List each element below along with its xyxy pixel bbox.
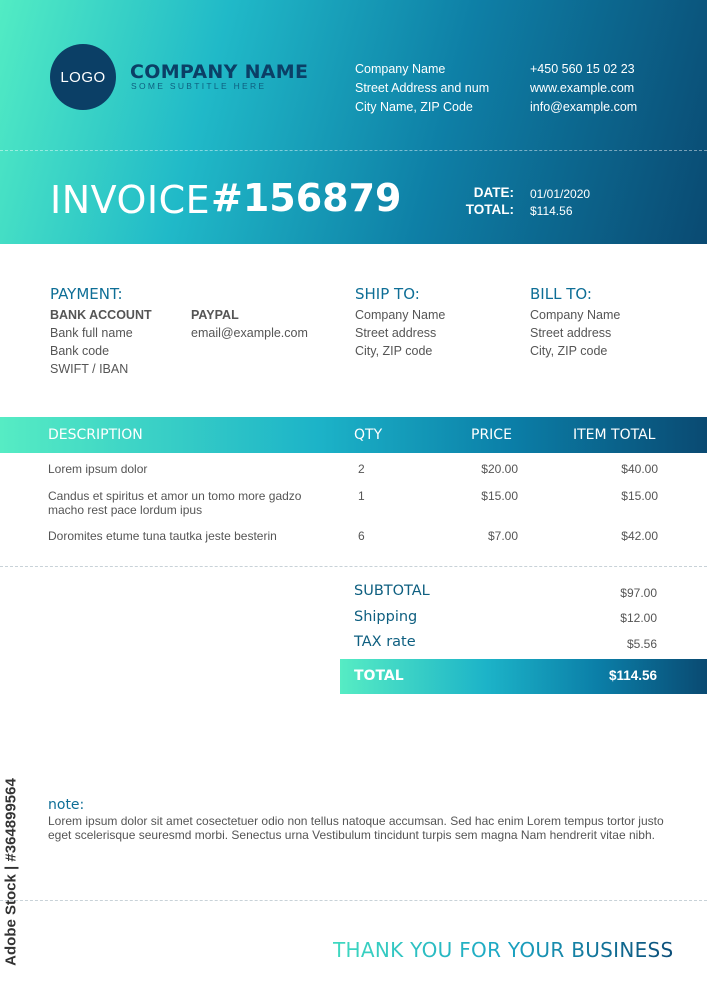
paypal-block [191, 306, 308, 342]
item-description: Lorem ipsum dolor [48, 462, 148, 476]
item-description: Candus et spiritus et amor un tomo more gadzo macho rest pace lordum ipus [48, 489, 302, 517]
item-price: $7.00 [487, 529, 518, 543]
tax-value: $5.56 [626, 637, 657, 651]
company-contact [530, 60, 637, 117]
bill-to-line: City, ZIP code [530, 344, 608, 358]
ship-to-line: Street address [355, 326, 437, 340]
header-divider [0, 150, 707, 151]
date-value: 01/01/2020 [530, 187, 591, 201]
item-qty: 2 [358, 462, 365, 476]
invoice-number: #156879 [211, 176, 402, 220]
invoice-meta-labels [440, 184, 514, 218]
tax-label: TAX rate [354, 634, 416, 650]
address-line: Street Address and num [355, 81, 490, 95]
item-total: $40.00 [621, 462, 658, 476]
ship-to-block [355, 306, 445, 360]
table-row [0, 460, 707, 480]
bill-to-block [530, 306, 620, 360]
col-item-total: ITEM TOTAL [573, 427, 656, 443]
bill-to-line: Street address [530, 326, 612, 340]
table-row [0, 487, 707, 519]
company-logo [50, 44, 116, 110]
col-qty: QTY [354, 427, 383, 443]
company-address [355, 60, 489, 117]
total-value: $114.56 [530, 204, 573, 218]
bank-account-heading: BANK ACCOUNT [50, 308, 152, 322]
ship-to-line: Company Name [355, 308, 446, 322]
grand-total-value: $114.56 [608, 668, 657, 683]
paypal-email[interactable]: email@example.com [191, 326, 308, 340]
stock-watermark [0, 755, 22, 990]
watermark-text: Adobe Stock | #364899564 [2, 778, 20, 966]
ship-to-line: City, ZIP code [355, 344, 433, 358]
item-qty: 1 [358, 489, 365, 503]
address-line: Company Name [355, 62, 446, 76]
item-price: $20.00 [481, 462, 518, 476]
table-row [0, 527, 707, 547]
bank-line: Bank code [50, 344, 110, 358]
item-total: $15.00 [621, 489, 658, 503]
address-line: City Name, ZIP Code [355, 100, 473, 114]
company-subtitle: SOME SUBTITLE HERE [131, 81, 267, 91]
shipping-value: $12.00 [620, 611, 657, 625]
bank-account-block [50, 306, 152, 378]
grand-total-label: TOTAL [354, 668, 404, 684]
email-link[interactable]: info@example.com [530, 100, 638, 114]
shipping-label: Shipping [354, 609, 418, 625]
company-name: COMPANY NAME [130, 61, 309, 83]
col-description: DESCRIPTION [48, 427, 143, 443]
table-divider [0, 566, 707, 567]
total-label: TOTAL: [465, 202, 514, 217]
item-price: $15.00 [481, 489, 518, 503]
bank-line: Bank full name [50, 326, 133, 340]
note-text: Lorem ipsum dolor sit amet cosectetuer odio non tellus natoque accumsan. Sed hac enim Lorem tempus tortor justo eget scelerisque seuresmd morbi. Senectus urna Vestibulum tincidunt turpis sem magna Nam hendrerit vitae nibh. [48, 814, 664, 842]
paypal-heading: PAYPAL [191, 308, 239, 322]
item-description: Doromites etume tuna tautka jeste besterin [48, 529, 277, 543]
invoice-meta-values [530, 186, 590, 220]
bill-to-line: Company Name [530, 308, 621, 322]
note-title: note: [48, 797, 85, 813]
bill-to-title: BILL TO: [530, 285, 592, 303]
logo-text: LOGO [60, 68, 106, 86]
footer-divider [0, 900, 707, 901]
payment-title: PAYMENT: [50, 285, 123, 303]
phone-number: +450 560 15 02 23 [530, 62, 635, 76]
invoice-title: INVOICE [50, 178, 211, 222]
date-label: DATE: [473, 185, 514, 200]
thank-you-message: THANK YOU FOR YOUR BUSINESS [333, 938, 674, 962]
subtotal-value: $97.00 [620, 586, 657, 600]
item-qty: 6 [358, 529, 365, 543]
bank-line: SWIFT / IBAN [50, 362, 129, 376]
ship-to-title: SHIP TO: [355, 285, 420, 303]
item-total: $42.00 [621, 529, 658, 543]
col-price: PRICE [471, 427, 512, 443]
website-link[interactable]: www.example.com [530, 81, 635, 95]
subtotal-label: SUBTOTAL [354, 583, 430, 599]
